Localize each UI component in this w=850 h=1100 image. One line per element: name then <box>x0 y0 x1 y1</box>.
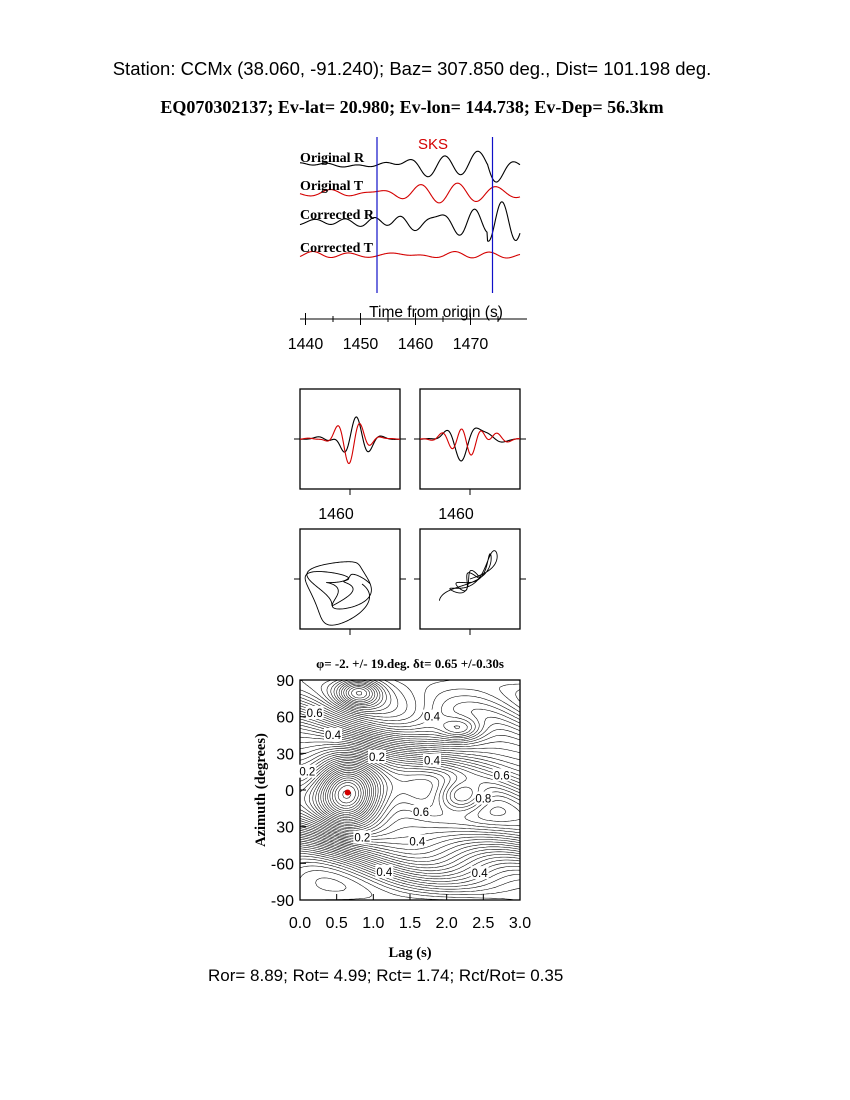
trace-label: Original T <box>300 179 364 194</box>
time-tick-label: 1440 <box>287 336 324 353</box>
contour-label: 0.2 <box>354 832 371 845</box>
contour-label: 0.8 <box>475 793 492 806</box>
event-info: EQ070302137; Ev-lat= 20.980; Ev-lon= 144.738; Ev-Dep= 56.3km <box>160 97 664 117</box>
trace-label: Corrected R <box>300 208 374 223</box>
contour-label: 0.4 <box>409 836 426 849</box>
contour-label: 0.4 <box>325 730 341 742</box>
contour-x-label: Lag (s) <box>388 945 432 961</box>
station-info: Station: CCMx (38.060, -91.240); Baz= 307.850 deg., Dist= 101.198 deg. <box>112 58 712 79</box>
best-fit-marker <box>345 789 351 795</box>
contour-label: 0.6 <box>413 807 429 819</box>
contour-y-tick-label: -90 <box>270 893 294 910</box>
contour-x-tick-label: 2.5 <box>472 915 495 932</box>
contour-y-tick-label: 90 <box>276 673 294 690</box>
contour-label: 0.4 <box>376 866 393 879</box>
particle-motion-box <box>300 529 400 629</box>
contour-y-tick-label: 30 <box>276 819 294 837</box>
waveform-line <box>300 424 400 464</box>
contour-label: 0.6 <box>493 770 510 783</box>
contour-y-tick-label: -60 <box>270 856 294 874</box>
seismogram-traces-panel <box>288 136 527 353</box>
particle-motion-path <box>439 551 497 601</box>
contour-x-tick-label: 2.0 <box>435 915 458 932</box>
phase-label: SKS <box>417 136 449 153</box>
contour-x-tick-label: 0.5 <box>325 915 348 932</box>
contour-y-tick-label: 0 <box>285 783 294 800</box>
trace-label: Corrected T <box>300 241 373 256</box>
time-axis-label: Time from origin (s) <box>369 304 503 321</box>
contour-x-tick-label: 0.0 <box>288 915 312 932</box>
waveform-tick-label: 1460 <box>438 506 474 523</box>
contour-x-tick-label: 1.5 <box>398 915 422 932</box>
contour-y-tick-label: 30 <box>276 746 294 764</box>
contour-label: 0.6 <box>306 708 323 720</box>
contour-x-tick-label: 3.0 <box>508 915 532 932</box>
waveform-tick-label: 1460 <box>318 506 354 523</box>
contour-title: φ= -2. +/- 19.deg. δt= 0.65 +/-0.30s <box>316 656 504 671</box>
waveform-line <box>300 417 400 452</box>
trace-label: Original R <box>300 151 365 166</box>
contour-x-tick-label: 1.0 <box>362 915 385 932</box>
waveform-panels <box>294 389 526 523</box>
time-tick-label: 1460 <box>397 336 434 353</box>
contour-label: 0.2 <box>299 766 316 779</box>
ratios-summary: Ror= 8.89; Rot= 4.99; Rct= 1.74; Rct/Rot= 0.35 <box>208 966 564 985</box>
energy-contour-panel <box>253 656 531 961</box>
contour-label: 0.4 <box>424 755 440 768</box>
contour-label: 0.2 <box>369 752 385 764</box>
contour-label: 0.4 <box>424 711 440 724</box>
contour-y-tick-label: 60 <box>276 709 294 727</box>
particle-motion-panels <box>294 529 526 635</box>
waveform-line <box>420 428 520 461</box>
particle-motion-path <box>305 562 371 625</box>
time-tick-label: 1470 <box>452 336 489 353</box>
contour-label: 0.4 <box>471 868 488 881</box>
contour-y-label: Azimuth (degrees) <box>253 733 269 847</box>
time-tick-label: 1450 <box>342 336 379 353</box>
